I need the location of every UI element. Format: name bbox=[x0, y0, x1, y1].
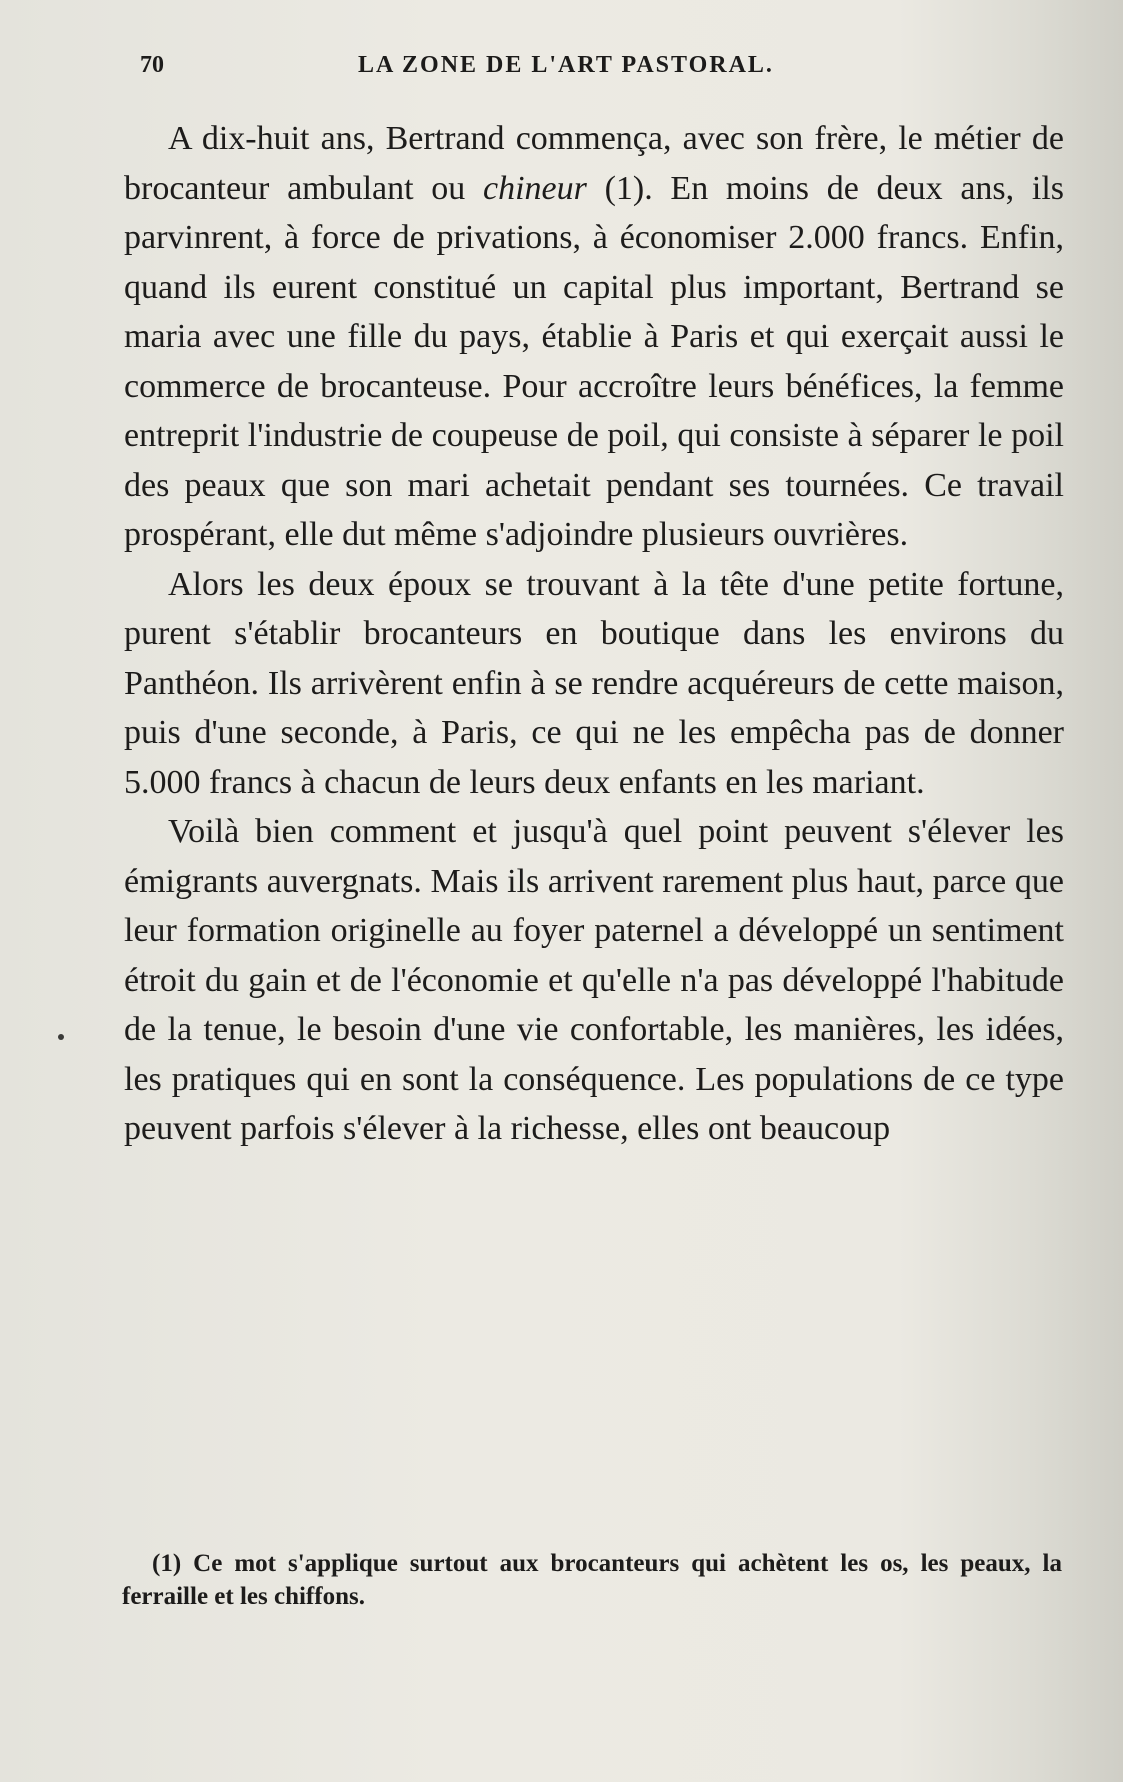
paragraph-1 bbox=[124, 114, 1064, 560]
paragraph-3: Voilà bien comment et jusqu'à quel point peuvent s'élever les émigrants auvergnats. Mais ils arrivent rarement plus haut, parce que leur formation originelle au foyer paternel a développé un sentiment étroit du gain et de l'économie et qu'elle n'a pas développé l'habitude de la tenue, le besoin d'une vie confortable, les manières, les idées, les pratiques qui en sont la conséquence. Les populations de ce type peuvent parfois s'élever à la richesse, elles ont beaucoup bbox=[124, 813, 1064, 1147]
italic-term-chineur: chineur bbox=[483, 169, 587, 207]
margin-mark bbox=[58, 1034, 64, 1040]
paragraph-1-text-end: (1). En moins de deux ans, ils parvinrent, à force de privations, à économiser 2.000 francs. Enfin, quand ils eurent constitué un capital plus important, Bertrand se maria avec une fille du pays, établie à Paris et qui exerçait aussi le commerce de brocanteuse. Pour accroître leurs bénéfices, la femme entreprit l'industrie de coupeuse de poil, qui consiste à séparer le poil des peaux que son mari achetait pendant ses tournées. Ce travail prospérant, elle dut même s'adjoindre plusieurs ouvrières. bbox=[124, 169, 1064, 553]
running-title: LA ZONE DE L'ART PASTORAL. bbox=[358, 52, 774, 78]
footnote-text: (1) Ce mot s'applique surtout aux brocanteurs qui achètent les os, les peaux, la ferraille et les chiffons. bbox=[122, 1550, 1062, 1610]
paragraph-1-text-start: A dix-huit ans, Bertrand commença, avec son frère, le métier de brocanteur ambulant ou bbox=[124, 120, 1064, 207]
footnote bbox=[122, 1547, 1062, 1613]
paragraph-2: Alors les deux époux se trouvant à la tête d'une petite fortune, purent s'établir brocanteurs en boutique dans les environs du Panthéon. Ils arrivèrent enfin à se rendre acquéreurs de cette maison, puis d'une seconde, à Paris, ce qui ne les empêcha pas de donner 5.000 francs à chacun de leurs deux enfants en les mariant. bbox=[124, 565, 1064, 801]
page-number: 70 bbox=[140, 52, 164, 78]
page-header bbox=[140, 52, 1080, 92]
body-text bbox=[124, 114, 1064, 1154]
